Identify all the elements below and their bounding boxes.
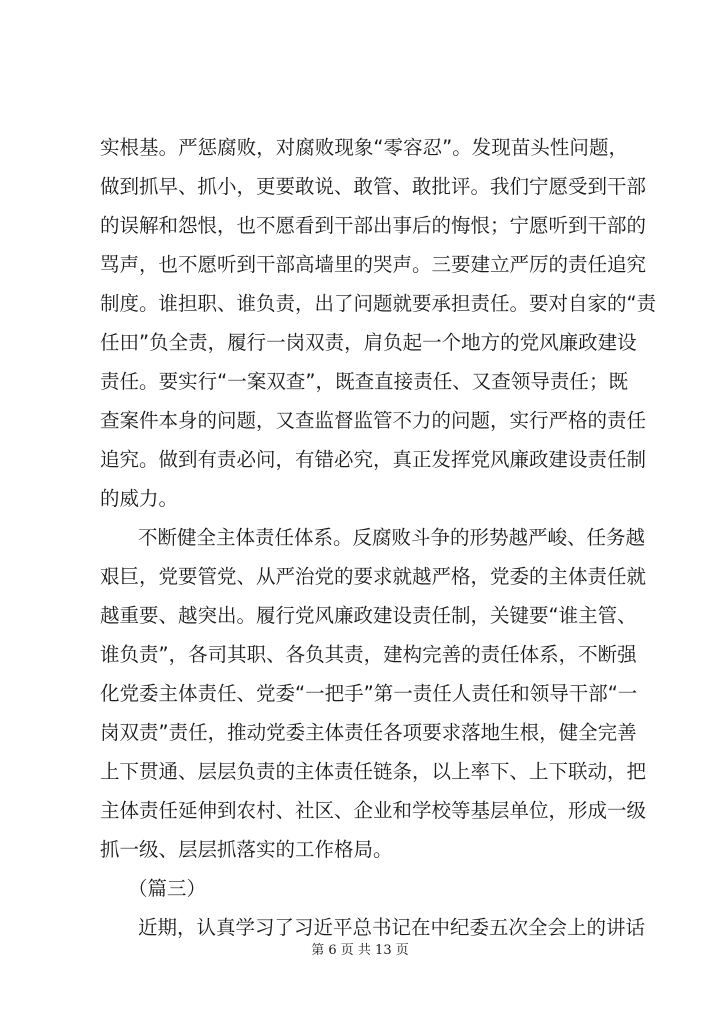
text-line: 做到抓早、抓小，更要敢说、敢管、敢批评。我们宁愿受到干部	[100, 175, 647, 198]
text-line: 抓一级、层层抓落实的工作格局。	[100, 838, 393, 861]
text-line: 上下贯通、层层负责的主体责任链条，以上率下、上下联动，把	[100, 760, 647, 783]
text-line: 主体责任延伸到农村、社区、企业和学校等基层单位，形成一级	[100, 799, 647, 822]
text-line: 责任。要实行“一案双查”，既查直接责任、又查领导责任；既	[100, 370, 628, 393]
text-line: 的误解和怨恨，也不愿看到干部出事后的悔恨；宁愿听到干部的	[100, 214, 647, 237]
text-line: 追究。做到有责必问，有错必究，真正发挥党风廉政建设责任制	[100, 448, 647, 471]
text-line: 骂声，也不愿听到干部高墙里的哭声。三要建立严厉的责任追究	[100, 253, 647, 276]
text-line: 谁负责”，各司其职、各负其责，建构完善的责任体系，不断强	[100, 643, 637, 666]
text-line: 艰巨，党要管党、从严治党的要求就越严格，党委的主体责任就	[100, 565, 647, 588]
text-line: 不断健全主体责任体系。反腐败斗争的形势越严峻、任务越	[138, 526, 646, 549]
text-line: 任田”负全责，履行一岗双责，肩负起一个地方的党风廉政建设	[100, 331, 637, 354]
text-line: 化党委主体责任、党委“一把手”第一责任人责任和领导干部“一	[100, 682, 638, 705]
text-line: 实根基。严惩腐败，对腐败现象“零容忍”。发现苗头性问题，	[100, 136, 628, 159]
text-line: 近期，认真学习了习近平总书记在中纪委五次全会上的讲话	[138, 916, 646, 939]
page-number-footer: 第 6 页 共 13 页	[311, 943, 409, 958]
text-line: 越重要、越突出。履行党风廉政建设责任制，关键要“谁主管、	[100, 604, 637, 627]
text-line: 岗双责”责任，推动党委主体责任各项要求落地生根，健全完善	[100, 721, 637, 744]
text-line: 的威力。	[100, 487, 179, 510]
text-line: 查案件本身的问题，又查监督监管不力的问题，实行严格的责任	[100, 409, 647, 432]
text-line: 制度。谁担职、谁负责，出了问题就要承担责任。要对自家的“责	[100, 292, 657, 315]
section-heading: （篇三）	[128, 877, 207, 900]
